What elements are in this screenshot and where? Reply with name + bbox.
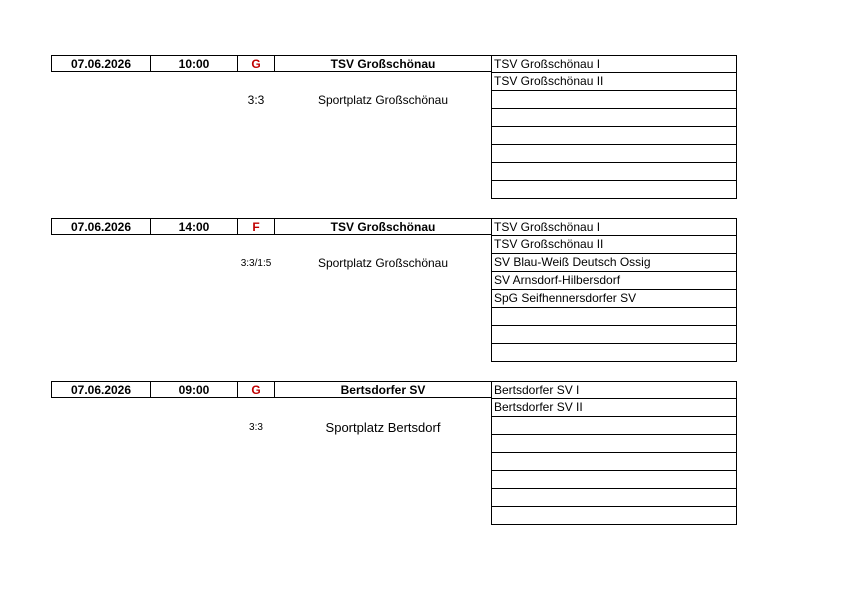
game-venue: Sportplatz Großschönau <box>317 93 449 107</box>
team-row <box>491 91 737 109</box>
game-date: 07.06.2026 <box>51 55 151 72</box>
team-list <box>491 218 737 362</box>
team-row <box>491 489 737 507</box>
team-row: Bertsdorfer SV II <box>491 399 737 417</box>
game-format: 3:3/1:5 <box>240 258 272 269</box>
team-row: TSV Großschönau I <box>491 55 737 73</box>
team-row: SV Arnsdorf-Hilbersdorf <box>491 272 737 290</box>
team-row <box>491 435 737 453</box>
game-venue: Sportplatz Großschönau <box>317 256 449 270</box>
game-category: G <box>237 381 275 398</box>
game-date: 07.06.2026 <box>51 218 151 235</box>
game-format: 3:3 <box>249 422 263 433</box>
game-block <box>0 381 849 531</box>
team-row <box>491 326 737 344</box>
team-row <box>491 471 737 489</box>
team-row <box>491 163 737 181</box>
game-time: 10:00 <box>150 55 238 72</box>
team-row <box>491 181 737 199</box>
game-venue: Sportplatz Bertsdorf <box>325 420 441 435</box>
team-row <box>491 344 737 362</box>
game-host: TSV Großschönau <box>274 218 492 235</box>
team-row <box>491 127 737 145</box>
team-row <box>491 109 737 127</box>
game-format: 3:3 <box>247 93 265 107</box>
game-category: G <box>237 55 275 72</box>
team-row <box>491 308 737 326</box>
team-row <box>491 417 737 435</box>
team-row <box>491 453 737 471</box>
game-block <box>0 218 849 368</box>
team-row: TSV Großschönau II <box>491 236 737 254</box>
game-block <box>0 55 849 205</box>
team-row: SpG Seifhennersdorfer SV <box>491 290 737 308</box>
team-list <box>491 381 737 525</box>
game-host: TSV Großschönau <box>274 55 492 72</box>
team-row <box>491 507 737 525</box>
team-row <box>491 145 737 163</box>
game-date: 07.06.2026 <box>51 381 151 398</box>
team-list <box>491 55 737 199</box>
team-row: TSV Großschönau I <box>491 218 737 236</box>
team-row: TSV Großschönau II <box>491 73 737 91</box>
game-time: 09:00 <box>150 381 238 398</box>
team-row: SV Blau-Weiß Deutsch Ossig <box>491 254 737 272</box>
game-category: F <box>237 218 275 235</box>
game-time: 14:00 <box>150 218 238 235</box>
team-row: Bertsdorfer SV I <box>491 381 737 399</box>
game-host: Bertsdorfer SV <box>274 381 492 398</box>
